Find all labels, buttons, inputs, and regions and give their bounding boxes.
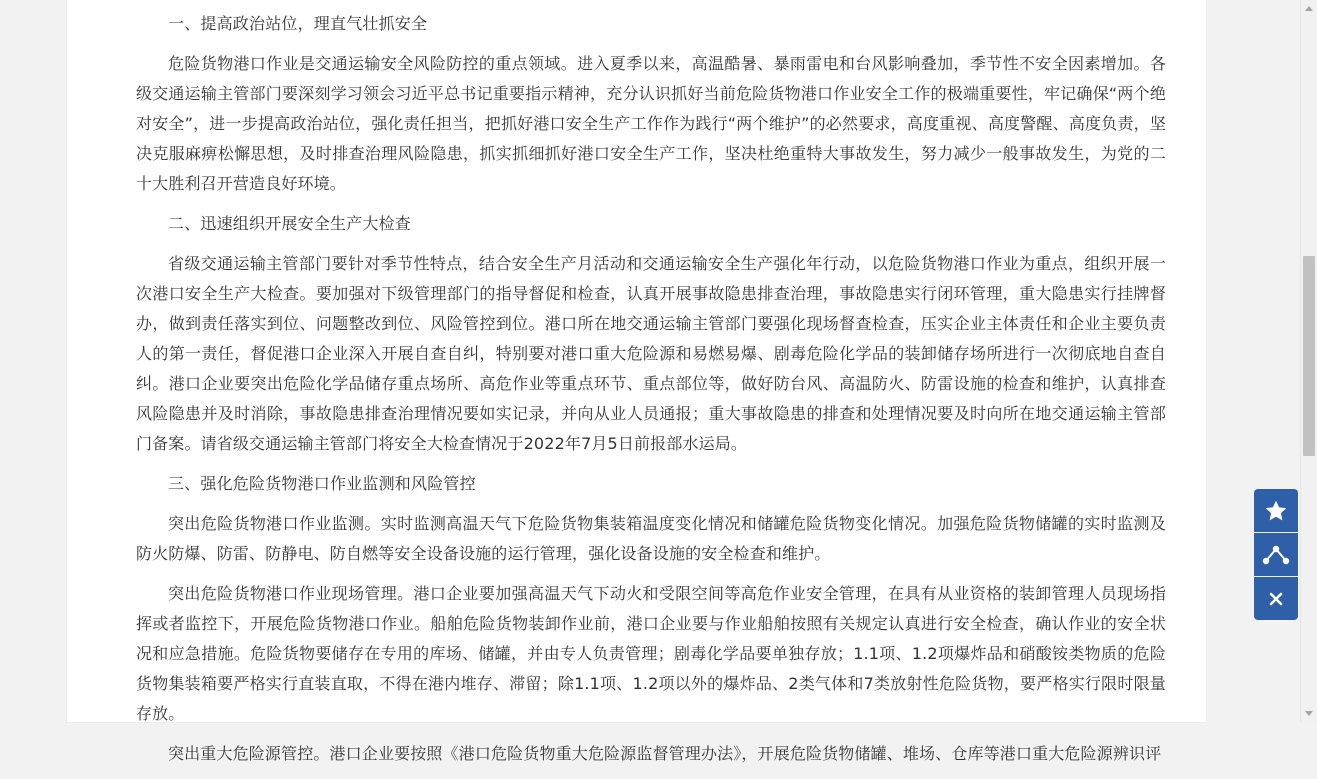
section-heading-3: 三、强化危险货物港口作业监测和风险管控	[168, 474, 476, 493]
paragraph: 突出危险货物港口作业现场管理。港口企业要加强高温天气下动火和受限空间等高危作业安全管理，在具有从业资格的装卸管理人员现场指挥或者监控下，开展危险货物港口作业。船舶危险货物装卸作业前，港口企业要与作业船舶按照有关规定认真进行安全检查，确认作业的安全状况和应急措施。危险货物要储存在专用的库场、储罐，并由专人负责管理；剧毒化学品要单独存放；1.1项、1.2项爆炸品和硝酸铵类物质的危险货物集装箱要严格实行直装直取，不得在港内堆存、滞留；除1.1项、1.2项以外的爆炸品、2类气体和7类放射性危险货物，要严格实行限时限量存放。	[136, 584, 1166, 723]
favorite-button[interactable]	[1254, 489, 1298, 532]
scroll-up-arrow[interactable]	[1301, 0, 1317, 17]
caret-up-icon	[1305, 6, 1313, 11]
article-page	[67, 0, 1206, 763]
vertical-scrollbar[interactable]	[1300, 0, 1317, 722]
paragraph: 危险货物港口作业是交通运输安全风险防控的重点领域。进入夏季以来，高温酷暑、暴雨雷电和台风影响叠加，季节性不安全因素增加。各级交通运输主管部门要深刻学习领会习近平总书记重要指示精神，充分认识抓好当前危险货物港口作业安全工作的极端重要性，牢记确保“两个绝对安全”，进一步提高政治站位，强化责任担当，把抓好港口安全生产工作作为践行“两个维护”的必然要求，高度重视、高度警醒、高度负责，坚决克服麻痹松懈思想，及时排查治理风险隐患，抓实抓细抓好港口安全生产工作，坚决杜绝重特大事故发生，努力减少一般事故发生，为党的二十大胜利召开营造良好环境。	[136, 54, 1166, 193]
scroll-down-arrow[interactable]	[1301, 705, 1317, 722]
paragraph: 省级交通运输主管部门要针对季节性特点，结合安全生产月活动和交通运输安全生产强化年行动，以危险货物港口作业为重点，组织开展一次港口安全生产大检查。要加强对下级管理部门的指导督促和检查，认真开展事故隐患排查治理，事故隐患实行闭环管理，重大隐患实行挂牌督办，做到责任落实到位、问题整改到位、风险管控到位。港口所在地交通运输主管部门要强化现场督查检查，压实企业主体责任和企业主要负责人的第一责任，督促港口企业深入开展自查自纠，特别要对港口重大危险源和易燃易爆、剧毒危险化学品的装卸储存场所进行一次彻底地自查自纠。港口企业要突出危险化学品储存重点场所、高危作业等重点环节、重点部位等，做好防台风、高温防火、防雷设施的检查和维护，认真排查风险隐患并及时消除，事故隐患排查治理情况要如实记录，并向从业人员通报；重大事故隐患的排查和处理情况要及时向所在地交通运输主管部门备案。请省级交通运输主管部门将安全大检查情况于2022年7月5日前报部水运局。	[136, 254, 1166, 453]
caret-down-icon	[1305, 711, 1313, 716]
paragraph: 突出重大危险源管控。港口企业要按照《港口危险货物重大危险源监督管理办法》，开展危险货物储罐、堆场、仓库等港口重大危险源辨识评	[168, 744, 1162, 763]
floating-toolbar	[1254, 489, 1298, 621]
share-icon	[1262, 544, 1290, 566]
close-button[interactable]	[1254, 577, 1298, 620]
section-heading-2: 二、迅速组织开展安全生产大检查	[168, 214, 412, 233]
paragraph: 突出危险货物港口作业监测。实时监测高温天气下危险货物集装箱温度变化情况和储罐危险货物变化情况。加强危险货物储罐的实时监测及防火防爆、防雷、防静电、防自燃等安全设备设施的运行管理，强化设备设施的安全检查和维护。	[136, 514, 1166, 563]
section-heading-1: 一、提高政治站位，理直气壮抓安全	[168, 14, 428, 33]
close-icon	[1269, 592, 1283, 606]
share-button[interactable]	[1254, 533, 1298, 576]
article-body	[136, 9, 1166, 779]
star-icon	[1263, 498, 1289, 524]
scroll-thumb[interactable]	[1303, 256, 1315, 456]
